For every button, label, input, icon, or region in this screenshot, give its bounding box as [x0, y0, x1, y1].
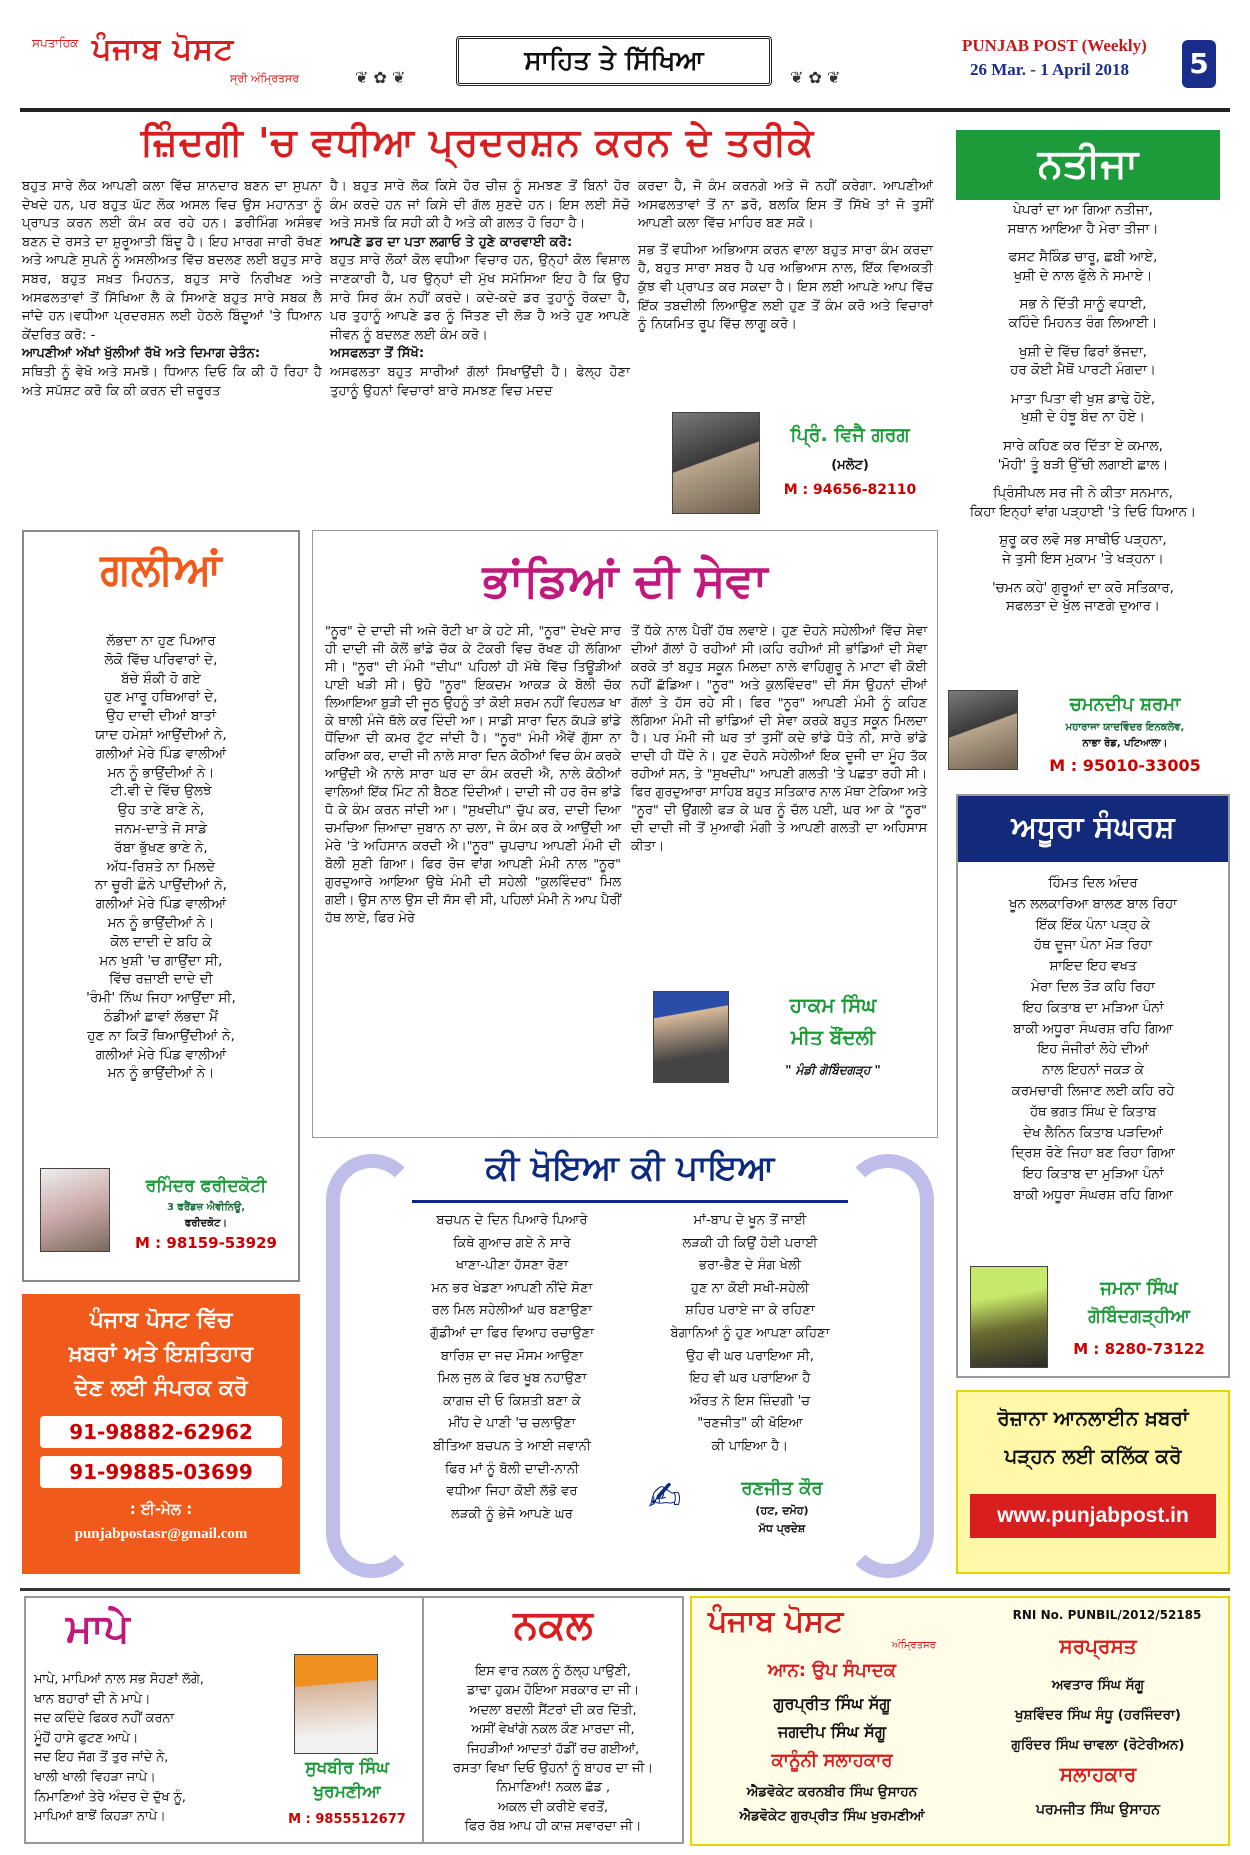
poem-line: ਮੂੰਹੋਂ ਹਾਸੇ ਫੁਟਣ ਆਪੇ।: [34, 1730, 139, 1746]
nakal-box: [424, 1596, 684, 1844]
bhandian-col2: ਤੋਂ ਧੱਕੇ ਨਾਲ ਪੈਰੀਂ ਹੱਥ ਲਵਾਏ। ਹੁਣ ਦੋਹਨੇ ਸਹੇਲੀਆਂ ਵਿੱਚ ਸੇਵਾ ਦੀਆਂ ਗੱਲਾਂ ਹੋ ਰਹੀਆਂ ਸੀ।ਕਹਿ ਰਹੀਆਂ ਸੀ ਭਾਂਡਿਆਂ ਦੀ ਸੇਵਾ ਕਰਕੇ ਤਾਂ ਬਹੁਤ ਸਕੂਨ ਮਿਲਦਾ ਨਾਲੇ ਵਾਹਿਗੁਰੂ ਨੇ ਮਾਟਾ ਵੀ ਕੋਈ ਨਹੀਂ ਛੱਡਿਆ। "ਨੂਰ" ਅਤੇ ਕੁਲਵਿੰਦਰ" ਦੀ ਸੱਸ ਉਹਨਾਂ ਦੀਆਂ ਗੱਲਾਂ ਤੇ ਹੱਸ ਰਹੇ ਸੀ। ਫਿਰ "ਨੂਰ" ਆਪਣੀ ਮੰਮੀ ਨੂੰ ਕਹਿਣ ਲੱਗਿਆ ਮੰਮੀ ਜੀ ਭਾਂਡਿਆਂ ਦੀ ਸੇਵਾ ਕਰਕੇ ਬਹੁਤ ਸਕੂਨ ਮਿਲਦਾ ਹੈ। ਪਰ ਮੰਮੀ ਜੀ ਘਰ ਤਾਂ ਤੁਸੀਂ ਕਦੇ ਭਾਂਡੇ ਧੋਤੇ ਨੀ, ਸਾਰੇ ਭਾਂਡੇ ਦਾਦੀ ਹੀ ਧੋਂਦੇ ਨੇ। ਹੁਣ ਦੋਹਨੇ ਸਹੇਲੀਆਂ ਇਕ ਦੂਜੀ ਦਾ ਮੂੰਹ ਤੱਕ ਰਹੀਆਂ ਸਨ, ਤੇ "ਸੁਖਦੀਪ" ਆਪਣੀ ਗਲਤੀ 'ਤੇ ਪਛਤਾ ਰਹੀ ਸੀ। ਫਿਰ ਗੁਰਦੁਆਰਾ ਸਾਹਿਬ ਬਹੁਤ ਸਤਿਕਾਰ ਨਾਲ ਮੱਥਾ ਟੇਕਿਆ ਅਤੇ "ਨੂਰ" ਦੀ ਉਂਗਲੀ ਫੜ ਕੇ ਘਰ ਨੂੰ ਚੱਲ ਪਈ, ਘਰ ਆ ਕੇ "ਨੂਰ" ਦੀ ਦਾਦੀ ਜੀ ਤੋਂ ਮੁਆਫੀ ਮੰਗੀ ਤੇ ਆਪਣੀ ਗਲਤੀ ਦਾ ਅਹਿਸਾਸ ਕੀਤਾ।: [631, 624, 927, 854]
online-line1: ਰੋਜ਼ਾਨਾ ਆਨਲਾਈਨ ਖ਼ਬਰਾਂ: [997, 1406, 1189, 1430]
poem-line: ਕਰਮਚਾਰੀ ਲਿਜਾਣ ਲਈ ਕਹਿ ਰਹੇ: [1011, 1083, 1175, 1099]
poem-line: ਮਾਪਿਆਂ ਬਾਝੋਂ ਕਿਹੜਾ ਨਾਪੇ।: [34, 1809, 166, 1825]
poem-line: ਸ਼ੁਰੂ ਕਰ ਲਵੋ ਸਭ ਸਾਥੀਓ ਪੜ੍ਹਨਾ,: [999, 533, 1167, 549]
poem-line: ਜੇ ਤੁਸੀ ਇਸ ਮੁਕਾਮ 'ਤੇ ਖੜ੍ਹਨਾ।: [1002, 551, 1164, 567]
poem-line: ਟੀ.ਵੀ ਦੇ ਵਿੱਚ ਉਲਝੇ: [110, 783, 212, 800]
article1-title: ਜ਼ਿੰਦਗੀ 'ਚ ਵਧੀਆ ਪ੍ਰਦਰਸ਼ਨ ਕਰਨ ਦੇ ਤਰੀਕੇ: [140, 120, 815, 164]
masthead-editor-head: ਆਨ: ਉਪ ਸੰਪਾਦਕ: [767, 1660, 897, 1681]
poem-line: ਪ੍ਰਿੰਸੀਪਲ ਸਰ ਜੀ ਨੇ ਕੀਤਾ ਸਨਮਾਨ,: [993, 486, 1173, 502]
kikhoya-box: [322, 1144, 938, 1584]
bottom-rule: [20, 1588, 1230, 1591]
kikhoya-col1: [392, 1210, 632, 1526]
masthead-name: ਪਰਮਜੀਤ ਸਿੰਘ ਉਸਾਹਨ: [1035, 1802, 1161, 1818]
article1-col3-text: ਕਰਦਾ ਹੈ, ਜੋ ਕੰਮ ਕਰਨਗੇ ਅਤੇ ਜੋ ਨਹੀਂ ਕਰੇਗਾ. ਆਪਣੀਆਂ ਅਸਫਲਤਾਵਾਂ ਤੋਂ ਨਾ ਡਰੋ, ਬਲਕਿ ਇਸ ਤੋਂ ਸਿੱਖੋ ਤਾਂ ਜੋ ਤੁਸੀਂ ਆਪਣੀ ਕਲਾ ਵਿੱਚ ਮਾਹਿਰ ਬਣ ਸਕੋ।: [638, 179, 933, 232]
author-hakam-place: " ਮੰਡੀ ਗੋਬਿੰਦਗੜ੍ਹ ": [785, 1063, 881, 1077]
author-raminder-name: ਰਮਿੰਦਰ ਫਰੀਦਕੋਟੀ: [145, 1176, 267, 1196]
poem-line: ਮਨ ਭਰ ਖੇਡਣਾ ਆਪਣੀ ਨੀਂਦੇ ਸੋਣਾ: [431, 1280, 593, 1296]
adhura-title-bar: [958, 796, 1228, 862]
poem-line: ਫਸਟ ਸੈਕਿੰਡ ਚਾਰੂ, ਛਬੀ ਆਏ,: [1008, 250, 1158, 266]
poem-line: [936, 522, 1230, 532]
masthead-name: ਗੁਰਪ੍ਰੀਤ ਸਿੰਘ ਸੱਗੂ: [773, 1694, 891, 1713]
galian-poem: [24, 632, 298, 1083]
poem-line: ਹੁਣ ਨਾ ਕੋਈ ਸਖੀ-ਸਹੇਲੀ: [690, 1280, 810, 1296]
nakal-poem: [424, 1662, 682, 1837]
poem-line: ਖੁਸ਼ੀ ਦੇ ਵਿੱਚ ਫਿਰਾਂ ਭੱਜਦਾ,: [1018, 344, 1148, 360]
galian-box: [22, 530, 300, 1282]
author-raminder-place: 3 ਫਰੈਂਡਜ਼ ਐਵੀਨਿਊ,: [166, 1202, 245, 1213]
bhandian-col1: "ਨੂਰ" ਦੇ ਦਾਦੀ ਜੀ ਅਜੇ ਰੋਟੀ ਖਾ ਕੇ ਹਟੇ ਸੀ, "ਨੂਰ" ਦੇਖਦੇ ਸਾਰ ਹੀ ਦਾਦੀ ਜੀ ਕੋਲੋਂ ਭਾਂਡੇ ਚੱਕ ਕੇ ਟੋਕਰੀ ਵਿਚ ਰੱਖਣ ਹੀ ਲੱਗਿਆ ਸੀ। "ਨੂਰ" ਦੀ ਮੰਮੀ "ਦੀਪ" ਪਹਿਲਾਂ ਹੀ ਮੱਥੇ ਵਿੱਚ ਤਿਊੜੀਆਂ ਪਾਈ ਖੜੀ ਸੀ। ਉਹੋ "ਨੂਰ" ਇਕਦਮ ਆਕੜ ਕੇ ਬੋਲੀ ਚੱਕ ਲਿਆਇਆ ਬੁੜੀ ਦੀ ਜੂਠ ਉਹਨੂੰ ਤਾਂ ਕੋਈ ਸ਼ਰਮ ਨਹੀਂ ਵਿਹਲੜ ਖਾ ਕੇ ਥਾਲੀ ਮੰਜੇ ਥੱਲੇ ਕਰ ਦਿੰਦੀ ਆ। ਸਾਡੀ ਸਾਰਾ ਦਿਨ ਕੱਪੜੇ ਭਾਂਡੇ ਧੋਂਦਿਆ ਦੀ ਕਮਰ ਟੁੱਟ ਜਾਂਦੀ ਹੈ। "ਨੂਰ" ਮੰਮੀ ਐਵੇਂ ਗੁੱਸਾ ਨਾ ਕਰਿਆ ਕਰ, ਦਾਦੀ ਜੀ ਨਾਲੇ ਸਾਰਾ ਦਿਨ ਕੋਠੀਆਂ ਵਿਚ ਕੰਮ ਕਰਕੇ ਆਉਂਦੀ ਐ ਨਾਲੇ ਸਾਰਾ ਘਰ ਦਾ ਕੰਮ ਕਰਦੀ ਐ, ਨਾਲੇ ਕੋਠੀਆਂ ਵਾਲਿਆਂ ਇੱਕ ਮਿੰਟ ਨੀ ਬੈਠਣ ਦਿੰਦੀਆਂ। ਦਾਦੀ ਜੀ ਹਰ ਰੋਜ ਭਾਂਡੇ ਧੋ ਕੇ ਕੰਮ ਕਰਨ ਜਾਂਦੀ ਆ। "ਸੁਖਦੀਪ" ਚੁੱਪ ਕਰ, ਦਾਦੀ ਦਿਆ ਚਮਚਿਆ ਜ਼ਿਆਦਾ ਜੁਬਾਨ ਨਾ ਚਲਾ, ਜੇ ਕੰਮ ਕਰ ਕੇ ਆਉਂਦੀ ਆ ਮੇਰੇ 'ਤੇ ਅਹਿਸਾਨ ਕਰਦੀ ਐ।"ਨੂਰ" ਚੁਪਚਾਪ ਆਪਣੀ ਮੰਮੀ ਦੀ ਬੋਲੀ ਸੁਣੀ ਗਿਆ। ਫਿਰ ਰੋਜ ਵਾਂਗ ਆਪਣੀ ਮੰਮੀ ਨਾਲ "ਨੂਰ" ਗੁਰਦੁਆਰੇ ਆਇਆ ਉਥੇ ਮੰਮੀ ਦੀ ਸਹੇਲੀ "ਕੁਲਵਿੰਦਰ" ਮਿਲ ਗਈ। ਉਸ ਨਾਲ ਉਸ ਦੀ ਸੱਸ ਵੀ ਸੀ, ਪਹਿਲਾਂ ਮੰਮੀ ਨੇ ਆਪ ਪੈਰੀਂ ਹੱਥ ਲਾਏ, ਫਿਰ ਮੇਰੇ: [325, 624, 621, 926]
author-chamandeep-name: ਚਮਨਦੀਪ ਸ਼ਰਮਾ: [1069, 694, 1181, 715]
masthead-patrons: [968, 1670, 1228, 1760]
online-box: [956, 1390, 1230, 1574]
poem-line: ਖੂਨ ਲਲਕਾਰਿਆ ਬਾਲਣ ਬਾਲ ਰਿਹਾ: [1009, 896, 1177, 912]
poem-line: ਮਿਲ ਜੁਲ ਕੇ ਫਿਰ ਖੂਬ ਨਹਾਉਣਾ: [437, 1371, 587, 1387]
section-title-box: [456, 36, 772, 86]
author-hakam-name1: ਹਾਕਮ ਸਿੰਘ: [789, 993, 877, 1017]
masthead-advisor-head: ਸਲਾਹਕਾਰ: [1059, 1762, 1137, 1786]
article1-col2: [330, 178, 630, 401]
author-ranjit-place2: ਮੱਧ ਪ੍ਰਦੇਸ਼: [758, 1522, 806, 1535]
masthead-legal: [696, 1780, 968, 1828]
poem-line: ਨਿਮਾਣਿਆਂ ਤੇਰੇ ਅੰਦਰ ਦੇ ਦੁੱਖ ਨੂੰ,: [34, 1789, 186, 1805]
brand-city: ਸ੍ਰੀ ਅੰਮ੍ਰਿਤਸਰ: [230, 72, 300, 85]
poem-line: ਗਲੀਆਂ ਮੇਰੇ ਪਿੰਡ ਵਾਲੀਆਂ: [95, 1046, 227, 1063]
masthead-legal-head: ਕਾਨੂੰਨੀ ਸਲਾਹਕਾਰ: [771, 1750, 893, 1771]
poem-line: ਖੁਸ਼ੀ ਦੇ ਹੰਝੂ ਬੰਦ ਨਾ ਹੋਏ।: [1021, 410, 1145, 426]
author-raminder-phone: M : 98159-53929: [135, 1234, 277, 1252]
poem-line: ਮਨ ਨੂੰ ਭਾਉਂਦੀਆਂ ਨੇ।: [107, 1065, 215, 1082]
poem-line: ਬੇਗਾਨਿਆਂ ਨੂੰ ਹੁਣ ਆਪਣਾ ਕਹਿਣਾ: [670, 1325, 830, 1341]
poem-line: ਉਹ ਦਾਦੀ ਦੀਆਂ ਬਾਤਾਂ: [106, 708, 216, 725]
contact-line2: ਖ਼ਬਰਾਂ ਅਤੇ ਇਸ਼ਤਿਹਾਰ: [68, 1342, 254, 1367]
masthead-patron-head: ਸਰਪ੍ਰਸਤ: [1059, 1634, 1137, 1658]
nakal-title: ਨਕਲ: [513, 1602, 593, 1648]
poem-line: ਲੜਕੀ ਹੀ ਕਿਉਂ ਹੋਈ ਪਰਾਈ: [682, 1235, 818, 1251]
poem-line: ਦੇਖ ਲੈਨਿਨ ਕਿਤਾਬ ਪੜਦਿਆਂ: [1023, 1125, 1163, 1141]
poem-line: ਲੱਭਦਾ ਨਾ ਹੁਣ ਪਿਆਰ: [106, 633, 216, 649]
masthead-box: [690, 1596, 1230, 1846]
poem-line: ਖਾਲੀ ਖਾਲੀ ਵਿਹੜਾ ਜਾਪੇ।: [34, 1769, 156, 1785]
natija-title-bar: [956, 130, 1220, 200]
poem-line: ਇਹ ਕਿਤਾਬ ਦਾ ਮੜਿਆ ਪੰਨਾਂ: [1022, 1000, 1164, 1016]
author-ranjit-name: ਰਣਜੀਤ ਕੌਰ: [741, 1478, 823, 1499]
poem-line: ਮਨ ਨੂੰ ਭਾਉਂਦੀਆਂ ਨੇ।: [107, 914, 215, 931]
online-line2: ਪੜ੍ਹਨ ਲਈ ਕਲਿੱਕ ਕਰੋ: [1004, 1444, 1182, 1468]
masthead-name: ਗੁਰਿੰਦਰ ਸਿੰਘ ਚਾਵਲਾ (ਰੋਟੇਰੀਅਨ): [1011, 1737, 1185, 1753]
poem-line: ਹੱਥ ਦੂਜਾ ਪੰਨਾ ਮੋੜ ਰਿਹਾ: [1033, 938, 1153, 954]
poem-line: ਰਸਤਾ ਵਿਖਾ ਦਿਓ ਉਹਨਾਂ ਨੂੰ ਬਾਹਰ ਦਾ ਜੀ।: [453, 1761, 653, 1777]
author-chamandeep-place: ਮਹਾਰਾਜਾ ਯਾਦਵਿੰਦਰ ਇਨਕਲੇਵ,: [1065, 722, 1185, 733]
poem-line: ਨਾ ਚੂਰੀ ਛੰਨੇ ਪਾਉਂਦੀਆਂ ਨੇ,: [95, 877, 227, 894]
article1-subhead3: ਅਸਫਲਤਾ ਤੋਂ ਸਿੱਖੋ:: [330, 346, 425, 362]
poem-line: [936, 475, 1230, 485]
poem-line: ਔਰਤ ਨੇ ਇਸ ਜ਼ਿੰਦਗੀ 'ਚ: [689, 1393, 811, 1409]
article1-col1-text-b: ਸਥਿਤੀ ਨੂੰ ਵੇਖੋ ਅਤੇ ਸਮਝੋ। ਧਿਆਨ ਦਿਓ ਕਿ ਕੀ ਹੋ ਰਿਹਾ ਹੈ ਅਤੇ ਸਪੱਸ਼ਟ ਕਰੋ ਕਿ ਕੀ ਕਰਨ ਦੀ ਜ਼ਰੂਰਤ: [22, 364, 322, 399]
poem-line: ਕੋਲ ਦਾਦੀ ਦੇ ਬਹਿ ਕੇ: [110, 933, 212, 950]
author-jamna-name1: ਜਮਨਾ ਸਿੰਘ: [1100, 1278, 1178, 1299]
poem-line: ਖੁਸ਼ੀ ਦੇ ਨਾਲ ਫੁੱਲੇ ਨੇ ਸਮਾਏ।: [1013, 268, 1153, 284]
poem-line: ਇਸ ਵਾਰ ਨਕਲ ਨੂੰ ਠੱਲ੍ਹ ਪਾਉਣੀ,: [475, 1664, 631, 1679]
poem-line: ਯਾਦ ਹਮੇਸ਼ਾਂ ਆਉਂਦੀਆਂ ਨੇ,: [95, 726, 227, 743]
poem-line: [936, 239, 1230, 249]
poem-line: ਕਾਗਜ਼ ਦੀ ਓ ਕਿਸ਼ਤੀ ਬਣਾ ਕੇ: [443, 1393, 581, 1409]
natija-box: [936, 120, 1230, 780]
author-photo-jamna: [970, 1266, 1048, 1368]
poem-line: ਖਾਣਾ-ਪੀਣਾ ਹੱਸਣਾ ਰੋਣਾ: [455, 1258, 569, 1274]
header-rule: [20, 108, 1230, 112]
poem-line: ਮੇਰਾ ਦਿਲ ਤੋੜ ਕਹਿ ਰਿਹਾ: [1031, 979, 1155, 995]
author-chamandeep-place2: ਨਾਭਾ ਰੋਡ, ਪਟਿਆਲਾ।: [1082, 738, 1168, 749]
poem-line: ਬੀਤਿਆ ਬਚਪਨ ਤੇ ਆਈ ਜਵਾਨੀ: [433, 1438, 591, 1454]
brand-small: ਸਪਤਾਹਿਕ: [32, 36, 79, 50]
section-title: ਸਾਹਿਤ ਤੇ ਸਿੱਖਿਆ: [524, 46, 704, 76]
maape-box: [24, 1596, 424, 1844]
maape-poem: [34, 1670, 284, 1827]
poem-line: ਪੇਪਰਾਂ ਦਾ ਆ ਗਿਆ ਨਤੀਜਾ,: [1013, 203, 1153, 218]
natija-poem: [936, 202, 1230, 617]
kikhoya-title-rule: [412, 1200, 848, 1203]
masthead-name: ਜਗਦੀਪ ਸਿੰਘ ਸੱਗੂ: [778, 1722, 886, 1741]
poem-line: ਖਾਨ ਬਹਾਰਾਂ ਦੀ ਨੇ ਮਾਪੇ।: [34, 1691, 151, 1707]
masthead-editors: [702, 1690, 962, 1746]
poem-line: ਫਿਰ ਰੱਬ ਆਪ ਹੀ ਕਾਜ਼ ਸਵਾਰਦਾ ਜੀ।: [464, 1819, 642, 1835]
masthead-brand: ਪੰਜਾਬ ਪੋਸਟ: [708, 1604, 844, 1639]
poem-line: ਮਾਂ-ਬਾਪ ਦੇ ਖੂਨ ਤੋਂ ਜਾਈ: [693, 1213, 807, 1228]
masthead-header: [20, 26, 1230, 108]
galian-title: ਗਲੀਆਂ: [100, 544, 222, 595]
poem-line: ਇੱਕ ਇੱਕ ਪੰਨਾ ਪੜ੍ਹ ਕੇ: [1035, 917, 1151, 933]
poem-line: ਨਿਮਾਣਿਆਂ! ਨਕਲ ਛੱਡ ,: [495, 1780, 611, 1796]
poem-line: ਬਚਪਨ ਦੇ ਦਿਨ ਪਿਆਰੇ ਪਿਆਰੇ: [436, 1213, 588, 1228]
masthead-name: ਐਡਵੋਕੇਟ ਗੁਰਪ੍ਰੀਤ ਸਿੰਘ ਖੁਰਮਣੀਆਂ: [739, 1808, 925, 1824]
poem-line: ਇਹ ਜੰਜੀਰਾਂ ਲੋਹੇ ਦੀਆਂ: [1037, 1042, 1149, 1058]
poem-line: ਅਦਲਾ ਬਦਲੀ ਸੈਂਟਰਾਂ ਦੀ ਕਰ ਦਿੱਤੀ,: [469, 1702, 637, 1718]
article1-col1-text: ਬਹੁਤ ਸਾਰੇ ਲੋਕ ਆਪਣੀ ਕਲਾ ਵਿੱਚ ਸ਼ਾਨਦਾਰ ਬਣਨ ਦਾ ਸੁਪਨਾ ਦੇਖਦੇ ਹਨ, ਪਰ ਬਹੁਤ ਘੱਟ ਲੋਕ ਅਸਲ ਵਿਚ ਉਸ ਮਹਾਨਤਾ ਨੂੰ ਪ੍ਰਾਪਤ ਕਰਨ ਲਈ ਕੰਮ ਕਰ ਰਹੇ ਹਨ। ਡਰੀਮਿੰਗ ਅਸੰਭਵ ਬਣਨ ਦੇ ਰਸਤੇ ਦਾ ਸ਼ੁਰੂਆਤੀ ਬਿੰਦੂ ਹੈ। ਇਹ ਮਾਰਗ ਜਾਰੀ ਰੱਖਣ ਅਤੇ ਆਪਣੇ ਸੁਪਨੇ ਨੂੰ ਅਸਲੀਅਤ ਵਿੱਚ ਬਦਲਣ ਲਈ ਬਹੁਤ ਸਾਰੇ ਸਬਰ, ਬਹੁਤ ਸਖ਼ਤ ਮਿਹਨਤ, ਬਹੁਤ ਸਾਰੇ ਨਿਰੀਖਣ ਅਤੇ ਅਸਫਲਤਾਵਾਂ ਤੋਂ ਸਿੱਖਿਆ ਲੈ ਕੇ ਸਿਆਣੇ ਬਹੁਤ ਸਾਰੇ ਸਬਕ ਲੈ ਜਾਂਦੇ ਹਨ।ਵਧੀਆ ਪ੍ਰਦਰਸ਼ਨ ਲਈ ਹੇਠਲੇ ਬਿੰਦੂਆਂ 'ਤੇ ਧਿਆਨ ਕੇਂਦਰਿਤ ਕਰੋ: -: [22, 179, 322, 343]
masthead-advisors: [968, 1798, 1228, 1822]
brand-logo: ਪੰਜਾਬ ਪੋਸਟ: [92, 32, 235, 67]
poem-line: ਜਨਮ-ਦਾਤੇ ਜੋ ਸਾਡੇ: [114, 820, 208, 837]
natija-title: ਨਤੀਜਾ: [1037, 141, 1139, 187]
author-photo-vijay: [672, 412, 760, 514]
article1-subhead1: ਆਪਣੀਆਂ ਅੱਖਾਂ ਖੁੱਲੀਆਂ ਰੱਖੋ ਅਤੇ ਦਿਮਾਗ ਚੇਤੰਨ:: [22, 346, 261, 362]
poem-line: ਲੜਕੀ ਨੂੰ ਭੇਜੋ ਆਪਣੇ ਘਰ: [451, 1506, 573, 1522]
poem-line: ਜਿਹੜੀਆਂ ਆਦਤਾਂ ਹੱਡੀਂ ਰਚ ਗਈਆਂ,: [466, 1741, 640, 1757]
poem-line: [936, 334, 1230, 344]
poem-line: [936, 428, 1230, 438]
poem-line: ਰੱਬਾ ਭੁੱਖਣ ਭਾਣੇ ਨੇ,: [114, 839, 208, 856]
poem-line: ਗੁੱਡੀਆਂ ਦਾ ਫਿਰ ਵਿਆਹ ਰਚਾਉਣਾ: [429, 1325, 595, 1341]
poem-line: ਭਰਾ-ਭੈਣ ਦੇ ਸੰਗ ਖੇਲੀ: [699, 1258, 801, 1274]
poem-line: ਸਥਾਨ ਆਇਆ ਹੈ ਮੇਰਾ ਤੀਜਾ।: [1007, 221, 1159, 237]
poem-line: ਇਹ ਵੀ ਘਰ ਪਰਾਇਆ ਹੈ: [689, 1371, 811, 1387]
poem-line: ਕਿਥੇ ਗੁਆਚ ਗਏ ਨੇ ਸਾਰੇ: [453, 1235, 571, 1251]
poem-line: ਸ਼ਾਇਦ ਇਹ ਵਖਤ: [1049, 959, 1137, 975]
author-photo-sukhbir: [294, 1654, 378, 1754]
poem-line: ਕੀ ਪਾਇਆ ਹੈ।: [711, 1438, 789, 1454]
poem-line: ਬਾਕੀ ਅਧੂਰਾ ਸੰਘਰਸ਼ ਰਹਿ ਗਿਆ: [1013, 1021, 1173, 1037]
poem-line: ਦ੍ਰਿਸ਼ ਰੋਣੇ ਜਿਹਾ ਬਣ ਰਿਹਾ ਗਿਆ: [1011, 1146, 1175, 1162]
poem-line: ਜਦ ਕਦਿੰਦੇ ਫਿਕਰ ਨਹੀਂ ਕਰਨਾ: [34, 1711, 175, 1727]
poem-line: ਮਨ ਖੁਸ਼ੀ 'ਚ ਗਾਉਂਦਾ ਸੀ,: [99, 952, 223, 969]
poem-line: ਬਾਰਿਸ਼ ਦਾ ਜਦ ਮੌਸਮ ਆਉਣਾ: [440, 1348, 584, 1364]
ornament-left: ❦ ✿ ❦: [355, 68, 406, 87]
contact-email-label: : ਈ-ਮੇਲ :: [129, 1500, 193, 1518]
author-sukhbir-name2: ਖੁਰਮਣੀਆ: [313, 1782, 381, 1802]
poem-line: ਅਸੀਂ ਵੇਖਾਂਗੇ ਨਕਲ ਕੌਣ ਮਾਰਦਾ ਜੀ,: [471, 1722, 635, 1738]
page-number: 5: [1182, 40, 1216, 88]
poem-line: ਸਫਲਤਾ ਦੇ ਖੁੱਲ ਜਾਣਗੇ ਦੁਆਰ।: [1006, 599, 1160, 615]
contact-phone2[interactable]: 91-99885-03699: [40, 1456, 282, 1488]
author-photo-chamandeep: [948, 690, 1018, 770]
masthead-rni: RNI No. PUNBIL/2012/52185: [1012, 1608, 1202, 1622]
poem-line: ਉਹ ਵੀ ਘਰ ਪਰਾਇਆ ਸੀ,: [686, 1348, 814, 1364]
poem-line: ਮੀਂਹ ਦੇ ਪਾਣੀ 'ਚ ਚਲਾਉਣਾ: [448, 1416, 576, 1432]
poem-line: ਗਲੀਆਂ ਮੇਰੇ ਪਿੰਡ ਵਾਲੀਆਂ: [95, 896, 227, 913]
poem-line: ਵਧੀਆ ਜਿਹਾ ਕੋਈ ਲੱਭੋ ਵਰ: [446, 1484, 578, 1500]
poem-line: ਵਿੱਚ ਰਜ਼ਾਈ ਦਾਦੇ ਦੀ: [109, 971, 213, 988]
poem-line: ਕਹਿੰਦੇ ਮਿਹਨਤ ਰੰਗ ਲਿਆਈ।: [1008, 315, 1158, 331]
poem-line: ਜਦ ਇਹ ਜੱਗ ਤੋਂ ਤੁਰ ਜਾਂਦੇ ਨੇ,: [34, 1750, 169, 1766]
poem-line: ਸਭ ਨੇ ਦਿੱਤੀ ਸਾਨੂੰ ਵਧਾਈ,: [1019, 297, 1147, 313]
author-hakam-name2: ਮੀਤ ਬੌਂਦਲੀ: [790, 1025, 876, 1049]
poem-line: ਮਾਪੇ, ਮਾਪਿਆਂ ਨਾਲ ਸਭ ਸੋਹਣਾਂ ਲੱਗੇ,: [34, 1672, 204, 1687]
poem-line: ਇਹ ਕਿਤਾਬ ਦਾ ਮੁੜਿਆ ਪੰਨਾਂ: [1022, 1167, 1164, 1183]
adhura-title: ਅਧੂਰਾ ਸੰਘਰਸ਼: [1011, 810, 1175, 845]
poem-line: ਅੱਧ-ਰਿਸ਼ਤੇ ਨਾ ਮਿਲਦੇ: [106, 858, 216, 875]
contact-box: [22, 1294, 300, 1574]
poem-line: ਹੁਣ ਨਾ ਕਿਤੋਂ ਥਿਆਉਂਦੀਆਂ ਨੇ,: [87, 1027, 235, 1044]
bhandian-title: ਭਾਂਡਿਆਂ ਦੀ ਸੇਵਾ: [482, 553, 768, 607]
poem-line: ਫਿਰ ਮਾਂ ਨੂੰ ਬੋਲੀ ਦਾਦੀ-ਨਾਨੀ: [444, 1461, 580, 1477]
contact-phone1[interactable]: 91-98882-62962: [40, 1416, 282, 1448]
poem-line: ਹੱਥ ਭਗਤ ਸਿੰਘ ਦੇ ਕਿਤਾਬ: [1029, 1104, 1157, 1120]
poem-line: ਸਾਰੇ ਕਹਿਣ ਕਰ ਦਿੱਤਾ ਏ ਕਮਾਲ,: [1003, 438, 1163, 454]
poem-line: ਅਕਲ ਦੀ ਕਰੀਏ ਵਰਤੋਂ,: [497, 1799, 609, 1815]
poem-line: [936, 381, 1230, 391]
poem-line: "ਰਣਜੀਤ" ਕੀ ਖੋਇਆ: [697, 1416, 803, 1432]
poem-line: 'ਚਮਨ ਕਹੇ' ਗੁਰੂਆਂ ਦਾ ਕਰੋ ਸਤਿਕਾਰ,: [992, 580, 1174, 596]
poem-line: 'ਮੋਹੀ' ਤੂੰ ਬੜੀ ਉੱਚੀ ਲਗਾਈ ਛਾਲ।: [997, 457, 1169, 473]
poem-line: ਨਾਲ ਇਹਨਾਂ ਜਕੜ ਕੇ: [1042, 1063, 1144, 1079]
poem-line: [936, 286, 1230, 296]
poem-line: ਗਲੀਆਂ ਮੇਰੇ ਪਿੰਡ ਵਾਲੀਆਂ: [95, 745, 227, 762]
poem-line: ਹਿੰਮਤ ਦਿਲ ਅੰਦਰ: [1048, 876, 1138, 891]
poem-line: ਹਰ ਕੋਈ ਮੈਥੋਂ ਪਾਰਟੀ ਮੰਗਦਾ।: [1010, 363, 1156, 379]
kikhoya-col2: [640, 1210, 860, 1459]
author-vijay-phone: M : 94656-82110: [783, 482, 917, 498]
online-url[interactable]: www.punjabpost.in: [970, 1494, 1216, 1538]
bhandian-box: [312, 530, 938, 1138]
author-photo-hakam: [653, 991, 729, 1083]
adhura-box: [956, 794, 1230, 1378]
kikhoya-title: ਕੀ ਖੋਇਆ ਕੀ ਪਾਇਆ: [485, 1148, 775, 1188]
author-jamna-phone: M : 8280-73122: [1073, 1340, 1205, 1358]
contact-line1: ਪੰਜਾਬ ਪੋਸਟ ਵਿੱਚ: [89, 1308, 233, 1333]
ornament-right: ❦ ✿ ❦: [790, 68, 841, 87]
paper-name: PUNJAB POST (Weekly): [962, 36, 1147, 55]
poem-line: ਮਨ ਨੂੰ ਭਾਉਂਦੀਆਂ ਨੇ।: [107, 764, 215, 781]
poem-line: ਲੋਕੋ ਵਿੱਚ ਪਰਿਵਾਰਾਂ ਦੇ,: [104, 651, 218, 668]
contact-line3: ਦੇਣ ਲਈ ਸੰਪਰਕ ਕਰੋ: [74, 1376, 248, 1401]
article1-col3: [638, 178, 933, 335]
poem-line: ਬੱਚੇ ਸ਼ੌਕੀ ਹੋ ਗਏ: [121, 670, 201, 687]
pen-icon: ✍: [648, 1474, 682, 1520]
poem-line: ਮਾਤਾ ਪਿਤਾ ਵੀ ਖੁਸ਼ ਡਾਢੇ ਹੋਏ,: [1010, 391, 1156, 407]
masthead-name: ਖੁਸ਼ਵਿੰਦਰ ਸਿੰਘ ਸੰਧੂ (ਹਰਜਿੰਦਰਾ): [1015, 1707, 1181, 1723]
adhura-poem: [958, 874, 1228, 1207]
poem-line: ਡਾਢਾ ਹੁਕਮ ਹੋਇਆ ਸਰਕਾਰ ਦਾ ਜੀ।: [467, 1683, 639, 1699]
poem-line: ਕਿਹਾ ਇਨ੍ਹਾਂ ਵਾਂਗ ਪੜ੍ਹਾਈ 'ਤੇ ਦਿਓ ਧਿਆਨ।: [969, 504, 1197, 520]
author-raminder-place2: ਫਰੀਦਕੋਟ।: [184, 1218, 228, 1229]
author-sukhbir-phone: M : 9855512677: [288, 1812, 406, 1827]
poem-line: ਹੁਣ ਮਾਰੂ ਹਥਿਆਰਾਂ ਦੇ,: [104, 689, 218, 706]
poem-line: ਠੰਡੀਆਂ ਛਾਵਾਂ ਲੱਭਦਾ ਮੈਂ: [103, 1008, 219, 1025]
author-photo-raminder: [40, 1168, 110, 1252]
author-vijay-name: ਪ੍ਰਿੰ. ਵਿਜੈ ਗਰਗ: [790, 424, 910, 446]
masthead-city: ਅੰਮ੍ਰਿਤਸਰ: [892, 1640, 936, 1651]
contact-email[interactable]: punjabpostasr@gmail.com: [74, 1526, 248, 1542]
article1-col2-text-c: ਅਸਫਲਤਾ ਬਹੁਤ ਸਾਰੀਆਂ ਗੱਲਾਂ ਸਿਖਾਉਂਦੀ ਹੈ। ਫੇਲ੍ਹ ਹੋਣਾ ਤੁਹਾਨੂੰ ਉਹਨਾਂ ਵਿਚਾਰਾਂ ਬਾਰੇ ਸਮਝਣ ਵਿਚ ਮਦਦ: [330, 364, 630, 399]
masthead-name: ਐਡਵੋਕੇਟ ਕਰਨਬੀਰ ਸਿੰਘ ਉਸਾਹਨ: [746, 1784, 918, 1800]
article1-subhead2: ਆਪਣੇ ਡਰ ਦਾ ਪਤਾ ਲਗਾਓ ਤੇ ਹੁਣੇ ਕਾਰਵਾਈ ਕਰੋ:: [330, 234, 573, 250]
poem-line: [936, 570, 1230, 580]
article1-col2-text: ਹੈ। ਬਹੁਤ ਸਾਰੇ ਲੋਕ ਕਿਸੇ ਹੋਰ ਚੀਜ਼ ਨੂੰ ਸਮਝਣ ਤੋਂ ਬਿਨਾਂ ਹੋਰ ਕੰਮ ਕਰਦੇ ਹਨ ਜਾਂ ਕਿਸੇ ਦੀ ਗੱਲ ਸੁਣਦੇ ਹਨ। ਇਸ ਲਈ ਸੋਚੋ ਅਤੇ ਸਮਝੋ ਕਿ ਸਹੀ ਕੀ ਹੈ ਅਤੇ ਕੀ ਗਲਤ ਹੋ ਰਿਹਾ ਹੈ।: [330, 179, 630, 232]
poem-line: ਸ਼ਹਿਰ ਪਰਾਏ ਜਾ ਕੇ ਰਹਿਣਾ: [685, 1303, 815, 1319]
poem-line: ਉਹ ਤਾਣੇ ਬਾਣੇ ਨੇ,: [117, 802, 205, 819]
maape-title: ਮਾਪੇ: [66, 1606, 130, 1652]
issue-date: 26 Mar. - 1 April 2018: [970, 60, 1129, 79]
article1-col3-text-b: ਸਭ ਤੋਂ ਵਧੀਆ ਅਭਿਆਸ ਕਰਨ ਵਾਲਾ ਬਹੁਤ ਸਾਰਾ ਕੰਮ ਕਰਦਾ ਹੈ, ਬਹੁਤ ਸਾਰਾ ਸਬਰ ਹੈ ਪਰ ਅਭਿਆਸ ਨਾਲ, ਇੱਕ ਵਿਅਕਤੀ ਕੁੱਝ ਵੀ ਪ੍ਰਾਪਤ ਕਰ ਸਕਦਾ ਹੈ। ਇਸ ਲਈ ਆਪਣੇ ਆਪ ਵਿੱਚ ਇੱਕ ਤਬਦੀਲੀ ਲਿਆਉਣ ਲਈ ਹੁਣ ਤੋਂ ਕੰਮ ਕਰੋ ਅਤੇ ਵਿਚਾਰਾਂ ਨੂੰ ਨਿਯਮਿਤ ਰੂਪ ਵਿੱਚ ਲਾਗੂ ਕਰੋ।: [638, 242, 933, 333]
article1-col2-text-b: ਬਹੁਤ ਸਾਰੇ ਲੋਕਾਂ ਕੋਲ ਵਧੀਆ ਵਿਚਾਰ ਹਨ, ਉਨ੍ਹਾਂ ਕੋਲ ਵਿਸ਼ਾਲ ਜਾਣਕਾਰੀ ਹੈ, ਪਰ ਉਨ੍ਹਾਂ ਦੀ ਮੁੱਖ ਸਮੱਸਿਆ ਇਹ ਹੈ ਕਿ ਉਹ ਸਾਰੇ ਸਿਰ ਕੰਮ ਨਹੀਂ ਕਰਦੇ। ਕਦੇ-ਕਦੇ ਡਰ ਤੁਹਾਨੂੰ ਰੋਕਦਾ ਹੈ, ਪਰ ਤੁਹਾਨੂੰ ਆਪਣੇ ਡਰ ਨੂੰ ਜਿੱਤਣ ਦੀ ਲੋੜ ਹੈ ਅਤੇ ਹੁਣ ਆਪਣੇ ਜੀਵਨ ਨੂੰ ਬਦਲਣ ਲਈ ਕੰਮ ਕਰੋ।: [330, 253, 630, 343]
author-sukhbir-name1: ਸੁਖਬੀਰ ਸਿੰਘ: [305, 1758, 389, 1778]
article1-col1: [22, 178, 322, 401]
author-ranjit-place: (ਹਟ, ਦਮੋਹ): [755, 1504, 809, 1517]
author-vijay-place: (ਮਲੋਟ): [831, 458, 869, 473]
poem-line: ਬਾਕੀ ਅਧੂਰਾ ਸੰਘਰਸ਼ ਰਹਿ ਗਿਆ: [1013, 1187, 1173, 1203]
poem-line: ਰਲ ਮਿਲ ਸਹੇਲੀਆਂ ਘਰ ਬਣਾਉਣਾ: [431, 1303, 593, 1319]
poem-line: 'ਰੰਮੀ' ਨਿੱਘ ਜਿਹਾ ਆਉਂਦਾ ਸੀ,: [86, 990, 236, 1007]
author-chamandeep-phone: M : 95010-33005: [1049, 756, 1201, 775]
masthead-name: ਅਵਤਾਰ ਸਿੰਘ ਸੱਗੂ: [1051, 1677, 1145, 1693]
author-jamna-name2: ਗੋਬਿੰਦਗੜ੍ਹੀਆ: [1088, 1306, 1190, 1327]
